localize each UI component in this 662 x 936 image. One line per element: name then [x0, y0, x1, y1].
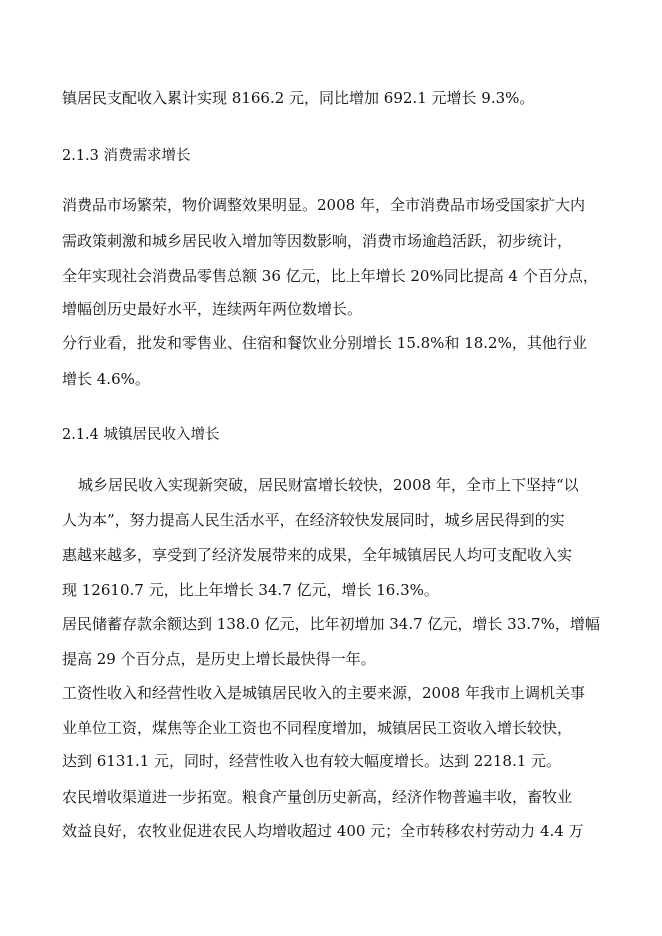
paragraph-line: 增幅创历史最好水平，连续两年两位数增长。	[62, 300, 363, 318]
section-heading-2-1-4: 2.1.4 城镇居民收入增长	[62, 427, 220, 443]
paragraph-line: 镇居民支配收入累计实现 8166.2 元，同比增加 692.1 元增长 9.3%。	[62, 89, 535, 107]
paragraph-line: 达到 6131.1 元，同时，经营性收入也有较大幅度增长。达到 2218.1 元。	[62, 752, 562, 770]
paragraph-line: 需政策刺激和城乡居民收入增加等因数影响，消费市场逾趋活跃，初步统计，	[62, 232, 573, 250]
paragraph-line: 效益良好，农牧业促进农民人均增收超过 400 元；全市转移农村劳动力 4.4 万	[62, 822, 584, 840]
paragraph-line: 全年实现社会消费品零售总额 36 亿元，比上年增长 20%同比提高 4 个百分点，	[62, 267, 598, 285]
paragraph-line: 现 12610.7 元，比上年增长 34.7 亿元，增长 16.3%。	[62, 581, 439, 599]
section-heading-2-1-3: 2.1.3 消费需求增长	[62, 148, 191, 164]
paragraph-line: 城乡居民收入实现新突破，居民财富增长较快，2008 年，全市上下坚持“以	[78, 476, 579, 494]
paragraph-line: 业单位工资，煤焦等企业工资也不同程度增加，城镇居民工资收入增长较快，	[62, 719, 573, 737]
paragraph-line: 增长 4.6%。	[62, 370, 150, 388]
paragraph-line: 人为本”，努力提高人民生活水平，在经济较快发展同时，城乡居民得到的实	[62, 511, 565, 529]
paragraph-line: 分行业看，批发和零售业、住宿和餐饮业分别增长 15.8%和 18.2%，其他行业	[62, 334, 587, 352]
paragraph-line: 居民储蓄存款余额达到 138.0 亿元，比年初增加 34.7 亿元，增长 33.7%，增幅	[62, 615, 600, 633]
paragraph-line: 农民增收渠道进一步拓宽。粮食产量创历史新高，经济作物普遍丰收，畜牧业	[62, 788, 573, 806]
paragraph-line: 消费品市场繁荣，物价调整效果明显。2008 年，全市消费品市场受国家扩大内	[62, 196, 585, 214]
paragraph-line: 惠越来越多，享受到了经济发展带来的成果，全年城镇居民人均可支配收入实	[62, 546, 573, 564]
paragraph-line: 工资性收入和经营性收入是城镇居民收入的主要来源，2008 年我市上调机关事	[62, 684, 585, 702]
paragraph-line: 提高 29 个百分点，是历史上增长最快得一年。	[62, 650, 376, 668]
